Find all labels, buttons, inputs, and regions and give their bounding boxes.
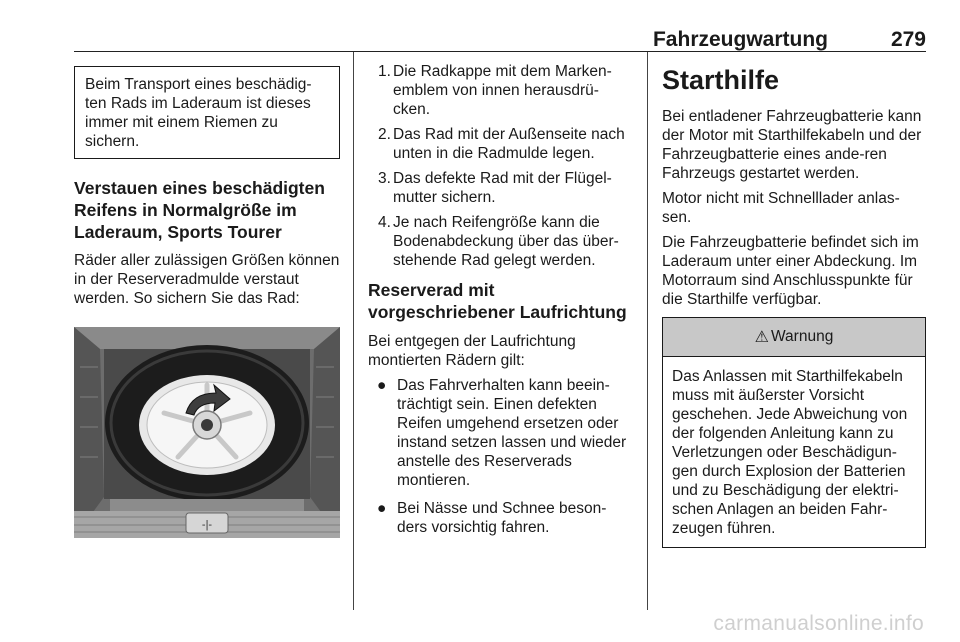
step-number: 3.: [378, 170, 391, 187]
header-rule: [74, 51, 926, 52]
step-item: [368, 213, 634, 270]
body-paragraph: Motor nicht mit Schnelllader anlas-sen.: [662, 190, 900, 226]
step-text: Das defekte Rad mit der Flügel-mutter sichern.: [393, 170, 612, 206]
step-number: 2.: [378, 126, 391, 143]
warning-icon: ⚠: [754, 329, 769, 346]
chapter-heading: Starthilfe: [662, 65, 780, 95]
spare-wheel-illustration: [74, 327, 340, 538]
page-header: [74, 26, 926, 50]
step-number: 1.: [378, 63, 391, 80]
notice-box: [74, 66, 340, 159]
section-title: Fahrzeugwartung: [652, 28, 828, 51]
step-text: Je nach Reifengröße kann die Bodenabdeckung über das über-stehende Rad gelegt werden.: [393, 214, 619, 269]
notice-text: Beim Transport eines beschädig- ten Rads im Laderaum ist dieses immer mit einem Riemen zu sichern.: [85, 76, 312, 150]
column-left: [74, 62, 340, 538]
warning-text: Das Anlassen mit Starthilfekabeln muss mit äußerster Vorsicht geschehen. Jede Abweichung von der folgenden Anleitung kann zu Verletzungen oder Beschädigun-gen durch Explosion der Batterien und zu Beschädigung der elektri-schen Anlagen an beiden Fahr-zeugen führen.: [672, 368, 908, 537]
bullet-text: Das Fahrverhalten kann beein-trächtigt sein. Einen defekten Reifen umgehend ersetzen oder instand setzen lassen und wieder anstelle des Reserverads montieren.: [397, 377, 627, 489]
figure-label: -|-: [201, 519, 213, 531]
section-heading: Verstauen eines beschädigten Reifens in Normalgröße im Laderaum, Sports Tourer: [74, 178, 325, 242]
bullet-item: [368, 376, 634, 490]
step-number: 4.: [378, 214, 391, 231]
page-number: 279: [890, 28, 926, 51]
bullet-icon: ●: [377, 500, 387, 517]
intro-paragraph: Räder aller zulässigen Größen können in der Reserveradmulde verstaut werden. So sichern Sie das Rad:: [74, 252, 340, 307]
column-middle: [368, 62, 634, 546]
column-divider: [647, 52, 648, 610]
bullet-icon: ●: [377, 377, 387, 394]
bullet-item: [368, 499, 634, 537]
step-item: [368, 125, 634, 163]
warning-header: [663, 318, 925, 357]
intro-paragraph: Bei entgegen der Laufrichtung montierten Rädern gilt:: [368, 333, 576, 369]
column-right: [662, 62, 926, 548]
step-text: Die Radkappe mit dem Marken-emblem von innen herausdrü-cken.: [393, 63, 612, 118]
step-item: [368, 62, 634, 119]
step-text: Das Rad mit der Außenseite nach unten in die Radmulde legen.: [393, 126, 625, 162]
warning-box: [662, 317, 926, 548]
warning-title: Warnung: [771, 328, 834, 345]
body-paragraph: Die Fahrzeugbatterie befindet sich im Laderaum unter einer Abdeckung. Im Motorraum sind Anschlusspunkte für die Starthilfe verfügbar.: [662, 234, 919, 308]
subsection-heading: Reserverad mit vorgeschriebener Laufrichtung: [368, 280, 627, 322]
bullet-list: [368, 376, 634, 537]
step-item: [368, 169, 634, 207]
column-divider: [353, 52, 354, 610]
instruction-steps: [368, 62, 634, 270]
body-paragraph: Bei entladener Fahrzeugbatterie kann der Motor mit Starthilfekabeln und der Fahrzeugbatterie eines ande-ren Fahrzeugs gestartet werden.: [662, 108, 922, 182]
watermark: carmanualsonline.info: [713, 612, 924, 635]
bullet-text: Bei Nässe und Schnee beson-ders vorsichtig fahren.: [397, 500, 607, 536]
